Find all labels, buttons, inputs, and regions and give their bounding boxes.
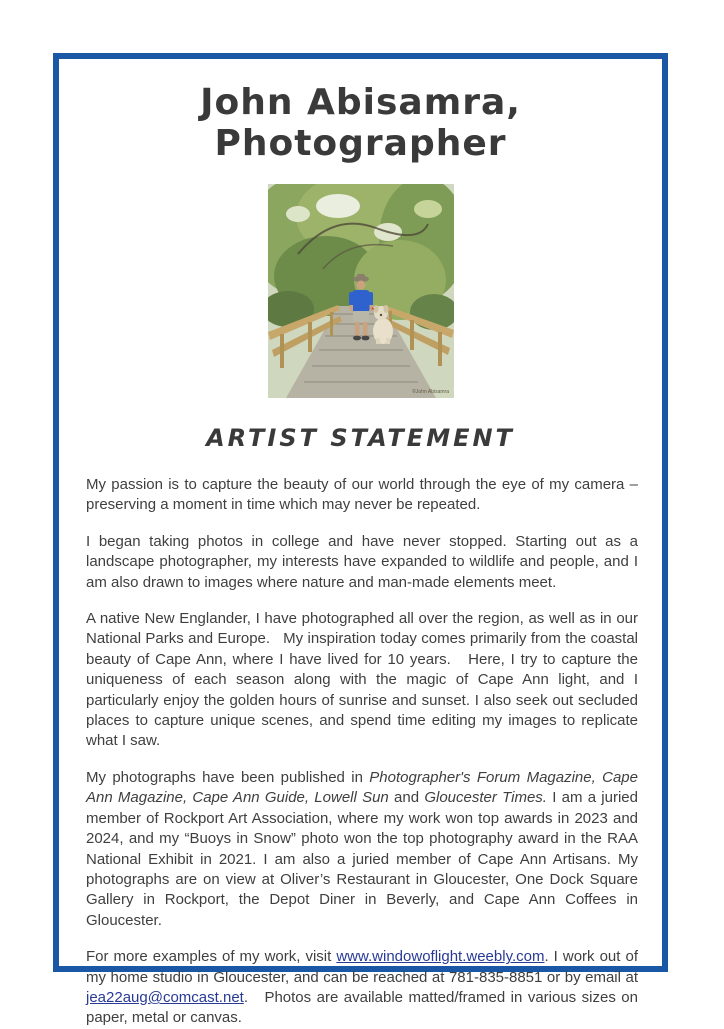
section-heading: ARTIST STATEMENT [206,424,515,452]
paragraph [86,768,638,931]
text-run: For more examples of my work, visit [86,948,337,966]
page-title: John Abisamra, Photographer [200,82,521,164]
text-run: I am a juried member of Rockport Art Association, where my work won top awards in 2023 and 2024, and my “Buoys in Snow” photo won the top photography award in the RAA National Exhibit in 2021. I am also a juried member of Cape Ann Artisans. My photographs are on view at Oliver’s Restaurant in Gloucester, One Dock Square Gallery in Rockport, the Depot Diner in Beverly, and Cape Ann Coffees in Gloucester. [86,789,638,929]
text-run: A native New Englander, I have photographed all over the region, as well as in our National Parks and Europe. My inspiration today comes primarily from the coastal beauty of Cape Ann, where I have lived for 10 years. Here, I try to capture the uniqueness of each season along with the magic of Cape Ann light, and I particularly enjoy the golden hours of sunrise and sunset. I also seek out secluded places to capture unique scenes, and spend time editing my images to replicate what I saw. [86,610,638,750]
text-run: and [388,789,425,807]
text-run: Photographer's Forum Magazine, Cape Ann Magazine, Cape Ann Guide, Lowell Sun [86,768,638,807]
email-link[interactable]: jea22aug@comcast.net [86,988,244,1006]
text-run: My passion is to capture the beauty of our world through the eye of my camera – preserving a moment in time which may never be repeated. [86,476,638,514]
paragraph [86,609,638,752]
photo-watermark: ©John Abisamra [411,389,449,395]
artist-statement-body [59,452,662,1029]
text-run: . I work out of my home studio in Gloucester, and can be reached at 781-835-8851 or by email at [86,948,638,986]
text-run: My photographs have been published in [86,768,370,786]
text-run: I began taking photos in college and have never stopped. Starting out as a landscape photographer, my interests have expanded to wildlife and people, and I am also drawn to images where nature and man-made elements meet. [86,532,638,591]
photographer-photo [268,184,454,398]
paragraph [86,947,638,1029]
website-link[interactable]: www.windowoflight.weebly.com [336,948,545,966]
boardwalk-photo-illustration [268,184,454,398]
text-run: . Photos are available matted/framed in various sizes on paper, metal or canvas. [86,988,638,1027]
paragraph [86,475,638,516]
text-run: Gloucester Times. [424,789,547,807]
paragraph [86,532,638,593]
page-frame [53,53,668,1027]
